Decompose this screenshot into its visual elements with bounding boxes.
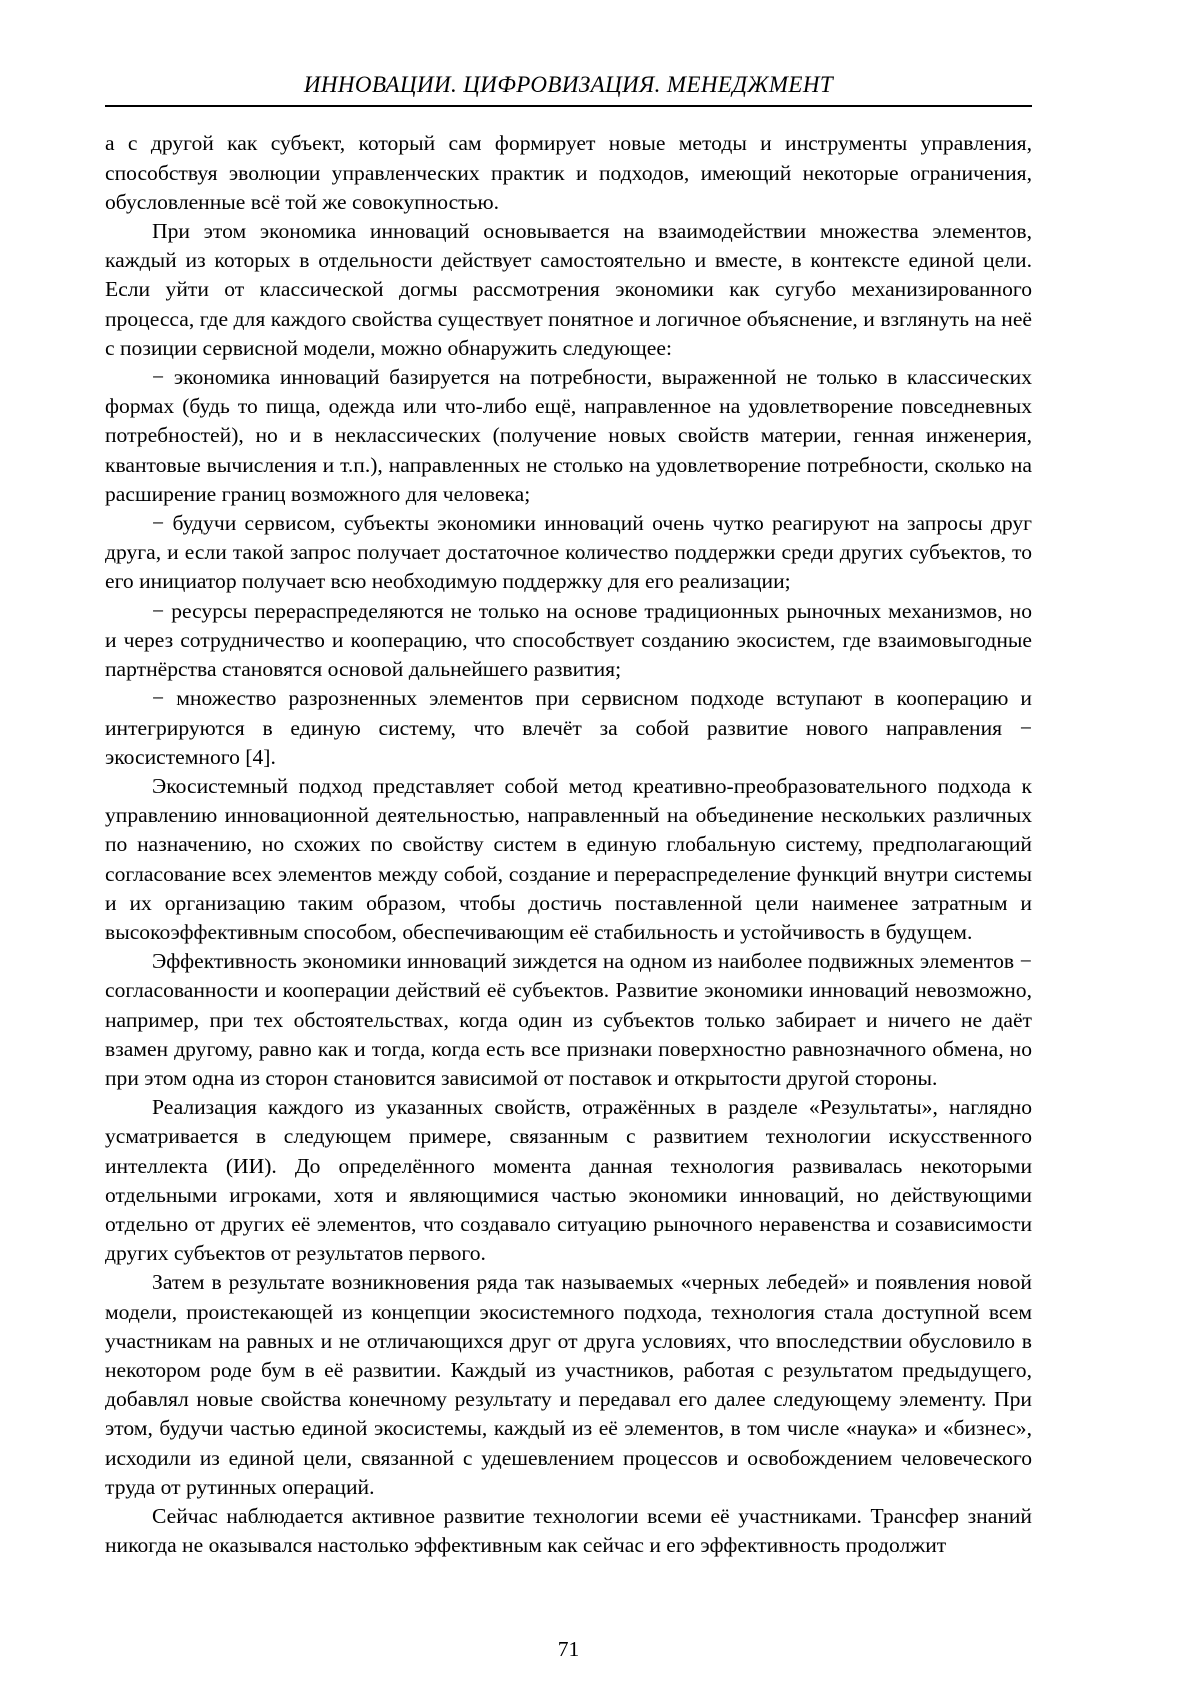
paragraph: а с другой как субъект, который сам формирует новые методы и инструменты управления, способствуя эволюции управленческих практик и подходов, имеющий некоторые ограничения, обусловленные всё той же совокупностью. bbox=[105, 131, 1032, 214]
paragraph: При этом экономика инноваций основывается на взаимодействии множества элементов, каждый из которых в отдельности действует самостоятельно и вместе, в контексте единой цели. Если уйти от классической догмы рассмотрения экономики как сугубо механизированного процесса, где для каждого свойства существует понятное и логичное объяснение, и взглянуть на неё с позиции сервисной модели, можно обнаружить следующее: bbox=[105, 219, 1032, 360]
paragraph-list-item: − будучи сервисом, субъекты экономики инноваций очень чутко реагируют на запросы друг друга, и если такой запрос получает достаточное количество поддержки среди других субъектов, то его инициатор получает всю необходимую поддержку для его реализации; bbox=[105, 511, 1032, 594]
paragraph: Реализация каждого из указанных свойств, отражённых в разделе «Результаты», наглядно усматривается в следующем примере, связанным с развитием технологии искусственного интеллекта (ИИ). До определённого момента данная технология развивалась некоторыми отдельными игроками, хотя и являющимися частью экономики инноваций, но действующими отдельно от других её элементов, что создавало ситуацию рыночного неравенства и созависимости других субъектов от результатов первого. bbox=[105, 1095, 1032, 1266]
paragraph-list-item: − множество разрозненных элементов при сервисном подходе вступают в кооперацию и интегрируются в единую систему, что влечёт за собой развитие нового направления − экосистемного [4]. bbox=[105, 686, 1032, 769]
paragraph: Экосистемный подход представляет собой метод креативно-преобразовательного подхода к управлению инновационной деятельностью, направленный на объединение нескольких различных по назначению, но схожих по свойству систем в единую глобальную систему, предполагающий согласование всех элементов между собой, создание и перераспределение функций внутри системы и их организацию таким образом, чтобы достичь поставленной цели наименее затратным и высокоэффективным способом, обеспечивающим её стабильность и устойчивость в будущем. bbox=[105, 773, 1032, 944]
running-header-title: ИННОВАЦИИ. ЦИФРОВИЗАЦИЯ. МЕНЕДЖМЕНТ bbox=[303, 72, 834, 97]
paragraph: Сейчас наблюдается активное развитие технологии всеми её участниками. Трансфер знаний никогда не оказывался настолько эффективным как сейчас и его эффективность продолжит bbox=[105, 1503, 1032, 1558]
page-number: 71 bbox=[557, 1637, 580, 1661]
paragraph-list-item: − экономика инноваций базируется на потребности, выраженной не только в классических формах (будь то пища, одежда или что-либо ещё, направленное на удовлетворение повседневных потребностей), но и в неклассических (получение новых свойств материи, генная инженерия, квантовые вычисления и т.п.), направленных не столько на удовлетворение потребности, сколько на расширение границ возможного для человека; bbox=[105, 365, 1032, 506]
header-rule bbox=[105, 105, 1032, 107]
document-body bbox=[105, 129, 1032, 1560]
page-footer bbox=[105, 1627, 1032, 1662]
paragraph: Затем в результате возникновения ряда так называемых «черных лебедей» и появления новой модели, проистекающей из концепции экосистемного подхода, технология стала доступной всем участникам на равных и не отличающихся друг от друга условиях, что впоследствии обусловило в некотором роде бум в её развитии. Каждый из участников, работая с результатом предыдущего, добавлял новые свойства конечному результату и передавал его далее следующему элементу. При этом, будучи частью единой экосистемы, каждый из её элементов, в том числе «наука» и «бизнес», исходили из единой цели, связанной с удешевлением процессов и освобождением человеческого труда от рутинных операций. bbox=[105, 1270, 1032, 1499]
paragraph-list-item: − ресурсы перераспределяются не только на основе традиционных рыночных механизмов, но и через сотрудничество и кооперацию, что способствует созданию экосистем, где взаимовыгодные партнёрства становятся основой дальнейшего развития; bbox=[105, 598, 1032, 682]
paragraph: Эффективность экономики инноваций зиждется на одном из наиболее подвижных элементов − согласованности и кооперации действий её субъектов. Развитие экономики инноваций невозможно, например, при тех обстоятельствах, когда один из субъектов только забирает и ничего не даёт взамен другому, равно как и тогда, когда есть все признаки поверхностно равнозначного обмена, но при этом одна из сторон становится зависимой от поставок и открытости другой стороны. bbox=[105, 949, 1032, 1090]
